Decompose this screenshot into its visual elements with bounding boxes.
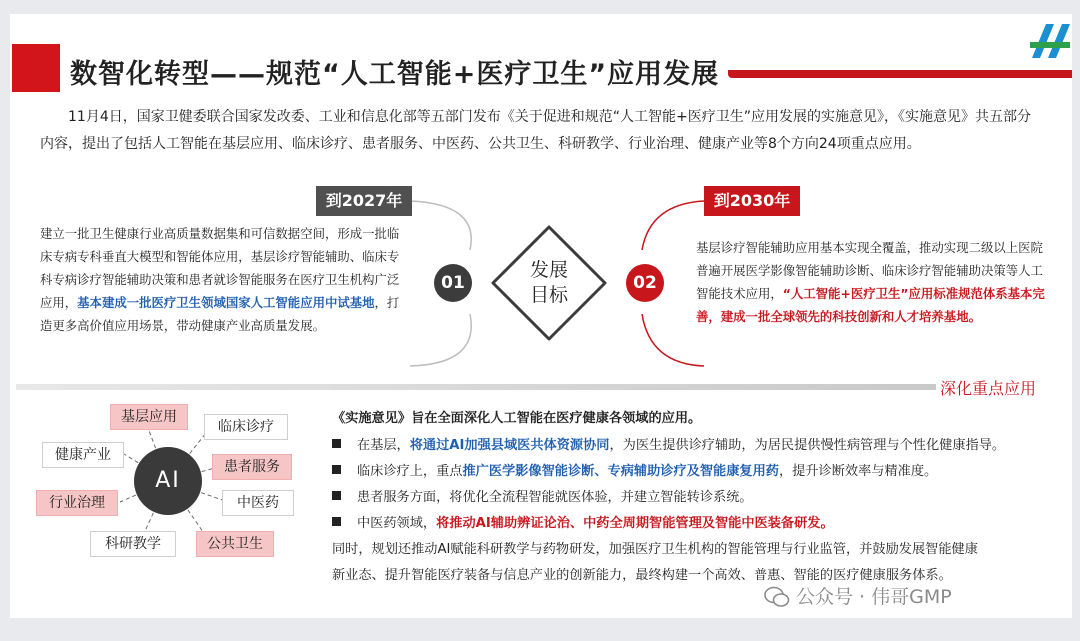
- ai-center-node: AI: [134, 447, 202, 515]
- slide: [10, 14, 1072, 618]
- tag-tcm: 中医药: [222, 490, 294, 516]
- bullet-icon: [332, 465, 341, 474]
- brand-logo-icon: [1028, 18, 1072, 66]
- tag-research-teaching: 科研教学: [90, 531, 176, 557]
- goal-2027-text-part2: ，打造更多高价值应用场景，带动健康产业高质量发展。: [40, 295, 400, 333]
- title-underline-bar: [728, 70, 1072, 78]
- detail-bullet-3: 患者服务方面，将优化全流程智能就医体验，并建立智能转诊系统。: [332, 486, 753, 505]
- watermark: 公众号 · 伟哥GMP: [796, 586, 952, 608]
- badge-2030: 到2030年: [704, 186, 800, 216]
- section-label: 深化重点应用: [940, 379, 1037, 398]
- title-accent-block: [12, 44, 60, 92]
- bullet-icon: [332, 517, 341, 526]
- details-lead: 《实施意见》旨在全面深化人工智能在医疗健康各领域的应用。: [332, 411, 702, 426]
- goal-2027-text-part1: 建立一批卫生健康行业高质量数据集和可信数据空间，形成一批临床专病专科垂直大模型和智能体应用，基层诊疗智能辅助、临床专科专病诊疗智能辅助决策和患者就诊智能服务在医疗卫生机构广泛应用，: [40, 226, 400, 310]
- tag-public-health: 公共卫生: [196, 531, 274, 557]
- goal-number-01: 01: [434, 264, 472, 302]
- intro-paragraph: 11月4日，国家卫健委联合国家发改委、工业和信息化部等五部门发布《关于促进和规范“人工智能+医疗卫生”应用发展的实施意见》，《实施意见》共五部分内容，提出了包括人工智能在基层应用、临床诊疗、患者服务、中医药、公共卫生、科研教学、行业治理、健康产业等8个方向24项重点应用。: [40, 109, 1031, 152]
- goal-number-02: 02: [626, 264, 664, 302]
- goal-2030-text: [696, 236, 1048, 328]
- detail-bullet-1: 在基层，将通过AI加强县域医共体资源协同，为医生提供诊疗辅助，为居民提供慢性病管理与个性化健康指导。: [332, 434, 1005, 453]
- details-closing-line2: 新业态、提升智能医疗装备与信息产业的创新能力，最终构建一个高效、普惠、智能的医疗健康服务体系。: [332, 568, 952, 583]
- bullet-icon: [332, 439, 341, 448]
- bullet-icon: [332, 491, 341, 500]
- goal-center-line1: 发展: [529, 259, 568, 281]
- badge-2027: 到2027年: [316, 186, 412, 216]
- goal-center-label: [513, 258, 585, 308]
- details-closing-line1: 同时，规划还推动AI赋能科研教学与药物研发，加强医疗卫生机构的智能管理与行业监管，并鼓励发展智能健康: [332, 542, 978, 557]
- section-divider: [16, 384, 936, 390]
- tag-clinical: 临床诊疗: [204, 414, 288, 440]
- tag-primary-care: 基层应用: [110, 404, 188, 430]
- goal-2027-text: [40, 222, 410, 337]
- detail-bullet-2: 临床诊疗上，重点推广医学影像智能诊断、专病辅助诊疗及智能康复用药，提升诊断效率与精准度。: [332, 460, 937, 479]
- goal-center-line2: 目标: [529, 284, 568, 306]
- goal-2030-highlight: “人工智能+医疗卫生”应用标准规范体系基本完善，建成一批全球领先的科技创新和人才培养基地。: [696, 286, 1045, 324]
- tag-governance: 行业治理: [36, 490, 118, 516]
- tag-patient-service: 患者服务: [212, 454, 292, 480]
- detail-bullet-4: 中医药领域，将推动AI辅助辨证论治、中药全周期智能管理及智能中医装备研发。: [332, 512, 834, 531]
- page-title: 数智化转型——规范“人工智能+医疗卫生”应用发展: [70, 59, 720, 90]
- goal-2030-text-part1: 基层诊疗智能辅助应用基本实现全覆盖，推动实现二级以上医院普遍开展医学影像智能辅助诊断、临床诊疗智能辅助决策等人工智能技术应用，: [696, 240, 1043, 301]
- goal-2027-highlight: 基本建成一批医疗卫生领域国家人工智能应用中试基地: [77, 295, 375, 310]
- tag-health-industry: 健康产业: [42, 442, 124, 468]
